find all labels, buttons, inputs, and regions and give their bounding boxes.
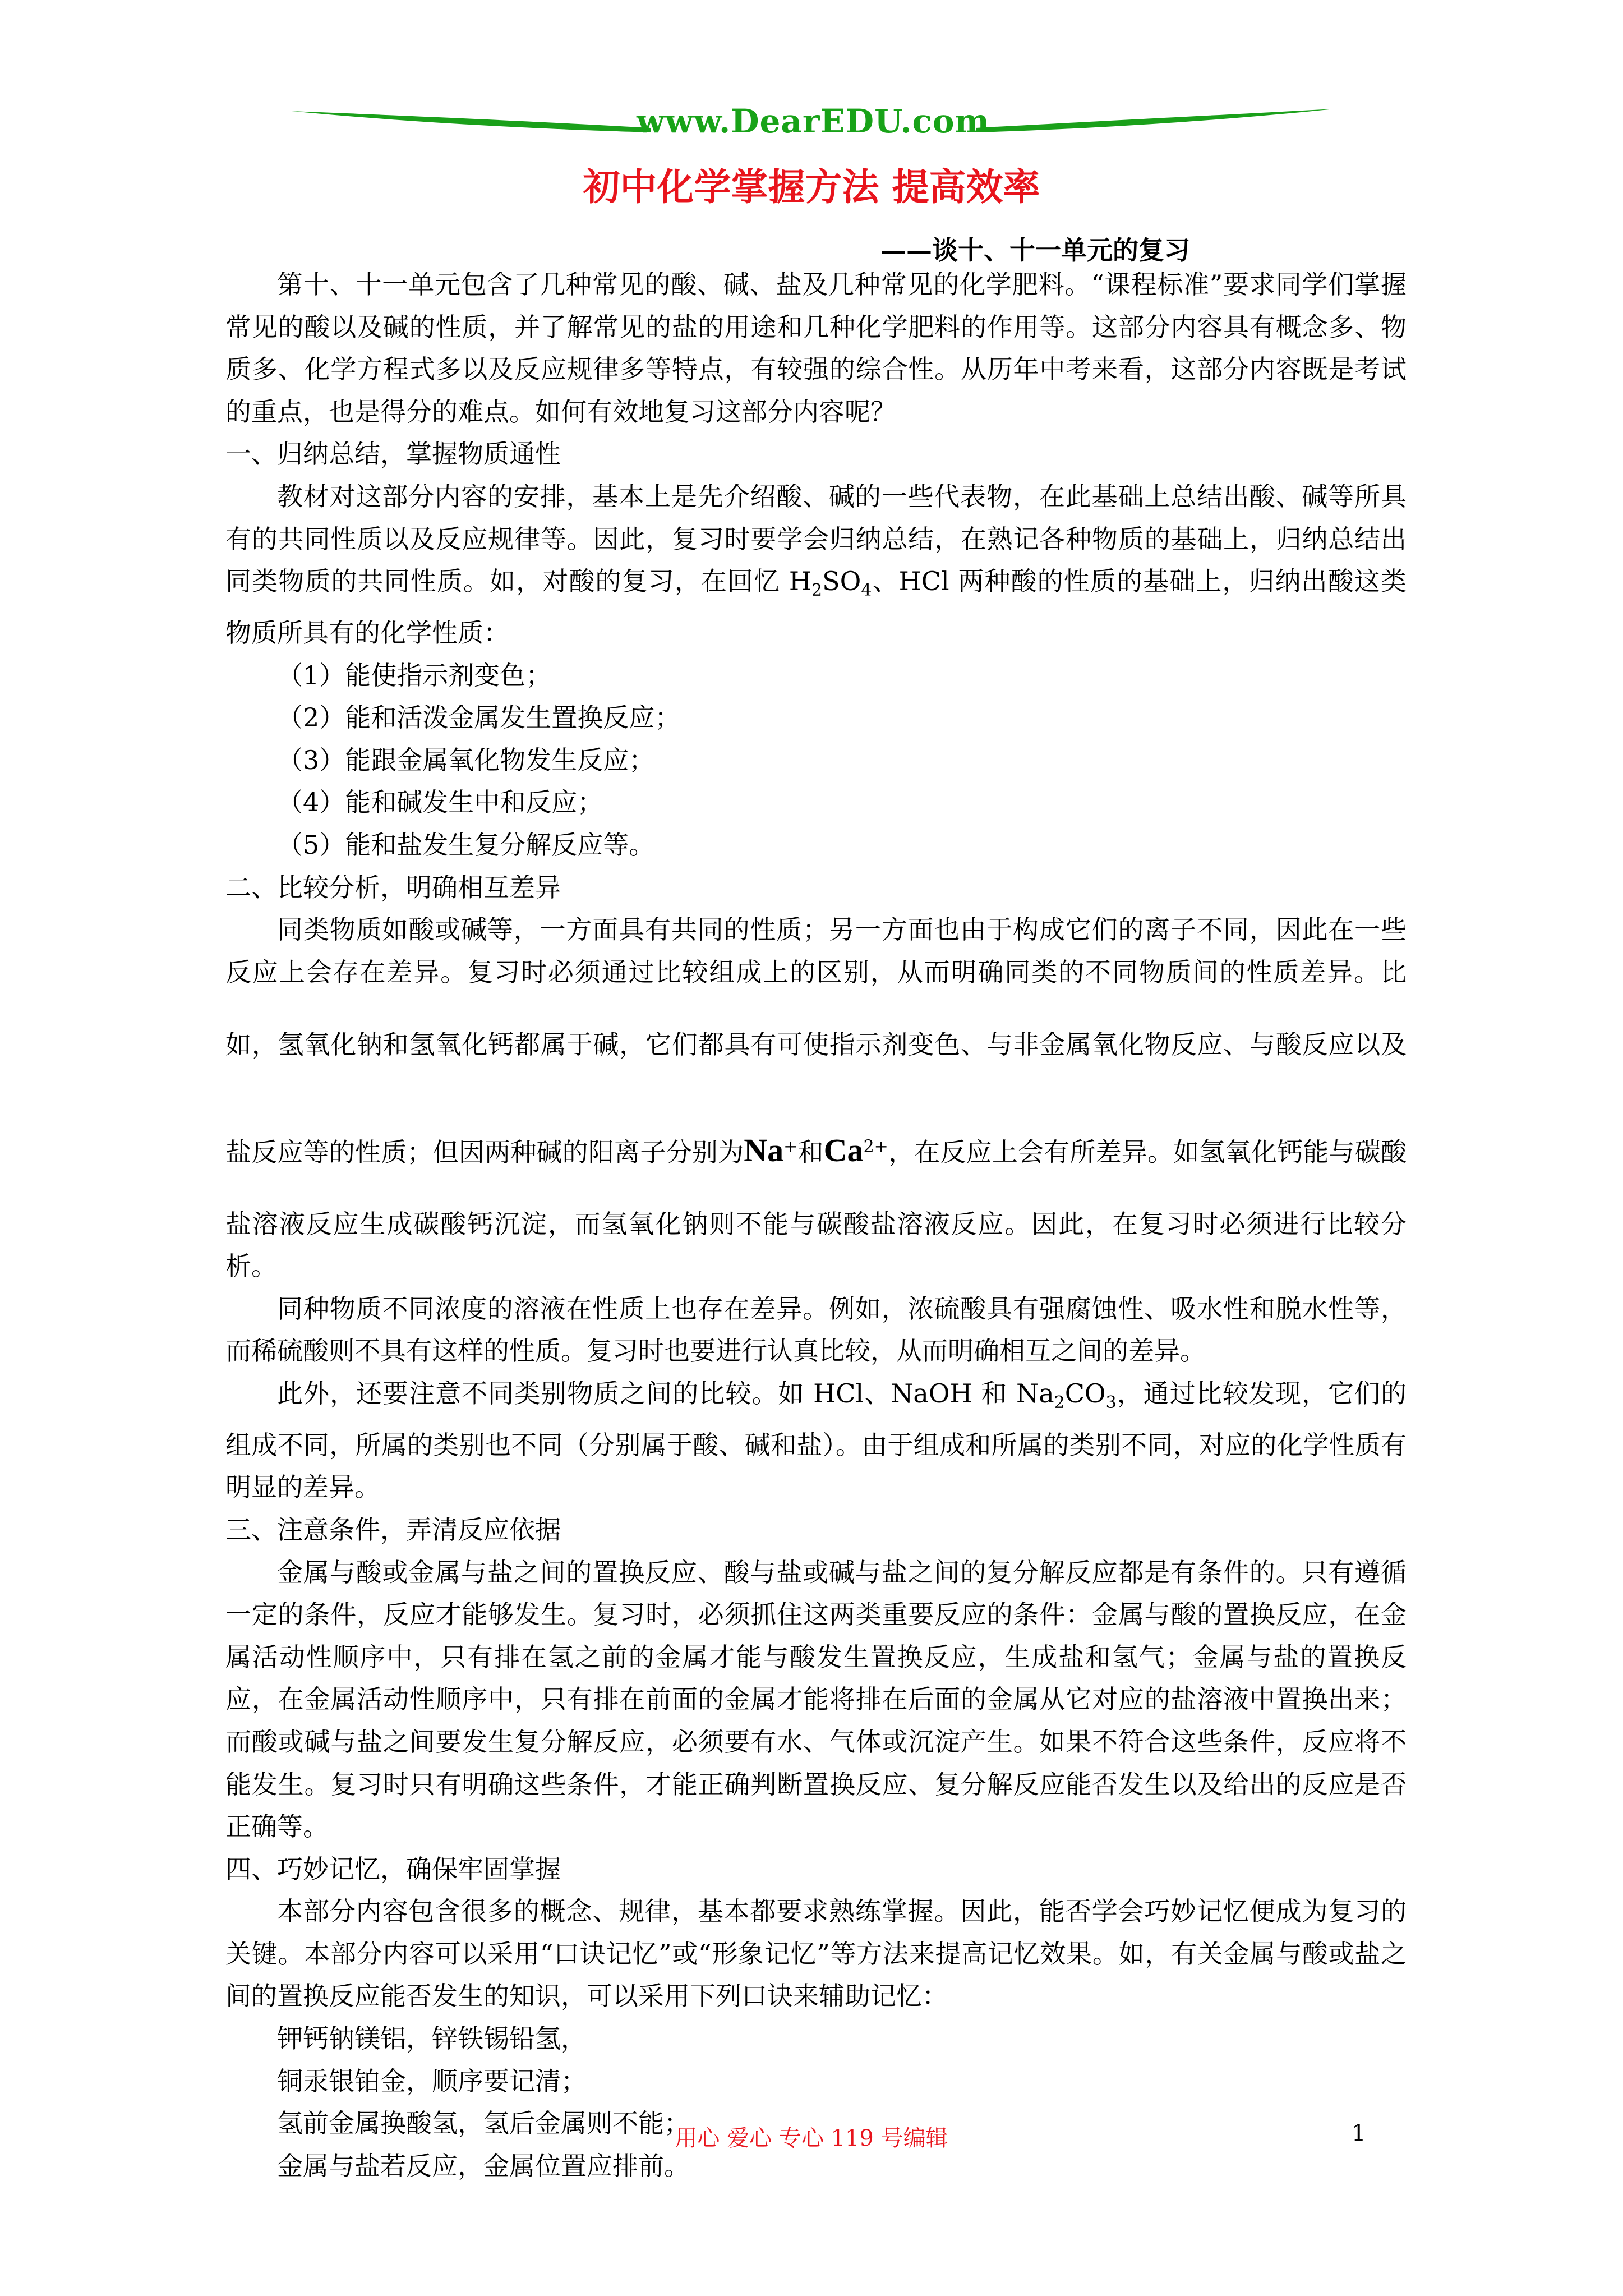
page-footer: 用心 爱心 专心 119 号编辑 <box>675 2125 948 2151</box>
article-body <box>225 264 1407 2187</box>
mnemonic-verse: 铜汞银铂金，顺序要记清； <box>277 2065 587 2096</box>
section-4-paragraph: 本部分内容包含很多的概念、规律，基本都要求熟练掌握。因此，能否学会巧妙记忆便成为复习的关键。本部分内容可以采用“口诀记忆”或“形象记忆”等方法来提高记忆效果。如，有关金属与酸或盐之间的置换反应能否发生的知识，可以采用下列口诀来辅助记忆： <box>225 1896 1407 2012</box>
page-number: 1 <box>1352 2120 1366 2146</box>
mnemonic-verse: 氢前金属换酸氢，氢后金属则不能； <box>277 2108 690 2139</box>
section-3-paragraph: 金属与酸或金属与盐之间的置换反应、酸与盐或碱与盐之间的复分解反应都是有条件的。只有遵循一定的条件，反应才能够发生。复习时，必须抓住这两类重要反应的条件：金属与酸的置换反应，在金属活动性顺序中，只有排在氢之前的金属才能与酸发生置换反应，生成盐和氢气；金属与盐的置换反应，在金属活动性顺序中，只有排在前面的金属才能将排在后面的金属从它对应的盐溶液中置换出来；而酸或碱与盐之间要发生复分解反应，必须要有水、气体或沉淀产生。如果不符合这些条件，反应将不能发生。复习时只有明确这些条件，才能正确判断置换反应、复分解反应能否发生以及给出的反应是否正确等。 <box>225 1557 1407 1842</box>
sodium-ion: Na <box>744 1131 784 1168</box>
section-1-heading: 一、归纳总结，掌握物质通性 <box>225 439 561 470</box>
list-item: （4）能和碱发生中和反应； <box>277 787 603 818</box>
list-item: （2）能和活泼金属发生置换反应； <box>277 702 681 733</box>
site-banner <box>292 101 1335 151</box>
section-2-paragraph-2: 同种物质不同浓度的溶液在性质上也存在差异。例如，浓硫酸具有强腐蚀性、吸水性和脱水性等，而稀硫酸则不具有这样的性质。复习时也要进行认真比较，从而明确相互之间的差异。 <box>225 1293 1407 1366</box>
banner-site-url[interactable]: www.DearEDU.com <box>637 102 990 140</box>
page-subtitle: ——谈十、十一单元的复习 <box>880 235 1190 265</box>
mnemonic-verse: 金属与盐若反应，金属位置应排前。 <box>277 2150 690 2181</box>
section-2-paragraph-3: 此外，还要注意不同类别物质之间的比较。如 HCl、NaOH 和 $Na_2CO_3$，通过比较发现，它们的组成不同，所属的类别也不同（分别属于酸、碱和盐）。由于组成和所属的类别不同，对应的化学性质有明显的差异。 <box>225 1378 1407 1503</box>
section-1-paragraph: 教材对这部分内容的安排，基本上是先介绍酸、碱的一些代表物，在此基础上总结出酸、碱等所具有的共同性质以及反应规律等。因此，复习时要学会归纳总结，在熟记各种物质的基础上，归纳总结出同类物质的共同性质。如，对酸的复习，在回忆 $H_2SO_4$、HCl 两种酸的性质的基础上，归纳出酸这类物质所具有的化学性质： <box>225 481 1407 648</box>
mnemonic-verse: 钾钙钠镁铝，锌铁锡铅氢， <box>277 2023 587 2054</box>
section-4-heading: 四、巧妙记忆，确保牢固掌握 <box>225 1853 561 1884</box>
intro-paragraph: 第十、十一单元包含了几种常见的酸、碱、盐及几种常见的化学肥料。“课程标准”要求同学们掌握常见的酸以及碱的性质，并了解常见的盐的用途和几种化学肥料的作用等。这部分内容具有概念多、物质多、化学方程式多以及反应规律多等特点，有较强的综合性。从历年中考来看，这部分内容既是考试的重点，也是得分的难点。如何有效地复习这部分内容呢？ <box>225 269 1407 427</box>
section-2-paragraph-1: 同类物质如酸或碱等，一方面具有共同的性质；另一方面也由于构成它们的离子不同，因此在一些反应上会存在差异。复习时必须通过比较组成上的区别，从而明确同类的不同物质间的性质差异。比如，氢氧化钠和氢氧化钙都属于碱，它们都具有可使指示剂变色、与非金属氧化物反应、与酸反应以及盐反应等的性质；但因两种碱的阳离子分别为Na+和$Ca^{2+}$，在反应上会有所差异。如氢氧化钙能与碳酸盐溶液反应生成碳酸钙沉淀，而氢氧化钠则不能与碳酸盐溶液反应。因此，在复习时必须进行比较分析。 <box>225 914 1407 1282</box>
page-title: 初中化学掌握方法 提高效率 <box>583 165 1040 209</box>
section-2-heading: 二、比较分析，明确相互差异 <box>225 872 561 903</box>
list-item: （1）能使指示剂变色； <box>277 660 552 691</box>
list-item: （3）能跟金属氧化物发生反应； <box>277 744 655 775</box>
list-item: （5）能和盐发生复分解反应等。 <box>277 829 655 860</box>
calcium-ion: Ca <box>823 1131 864 1168</box>
section-3-heading: 三、注意条件，弄清反应依据 <box>225 1514 561 1545</box>
